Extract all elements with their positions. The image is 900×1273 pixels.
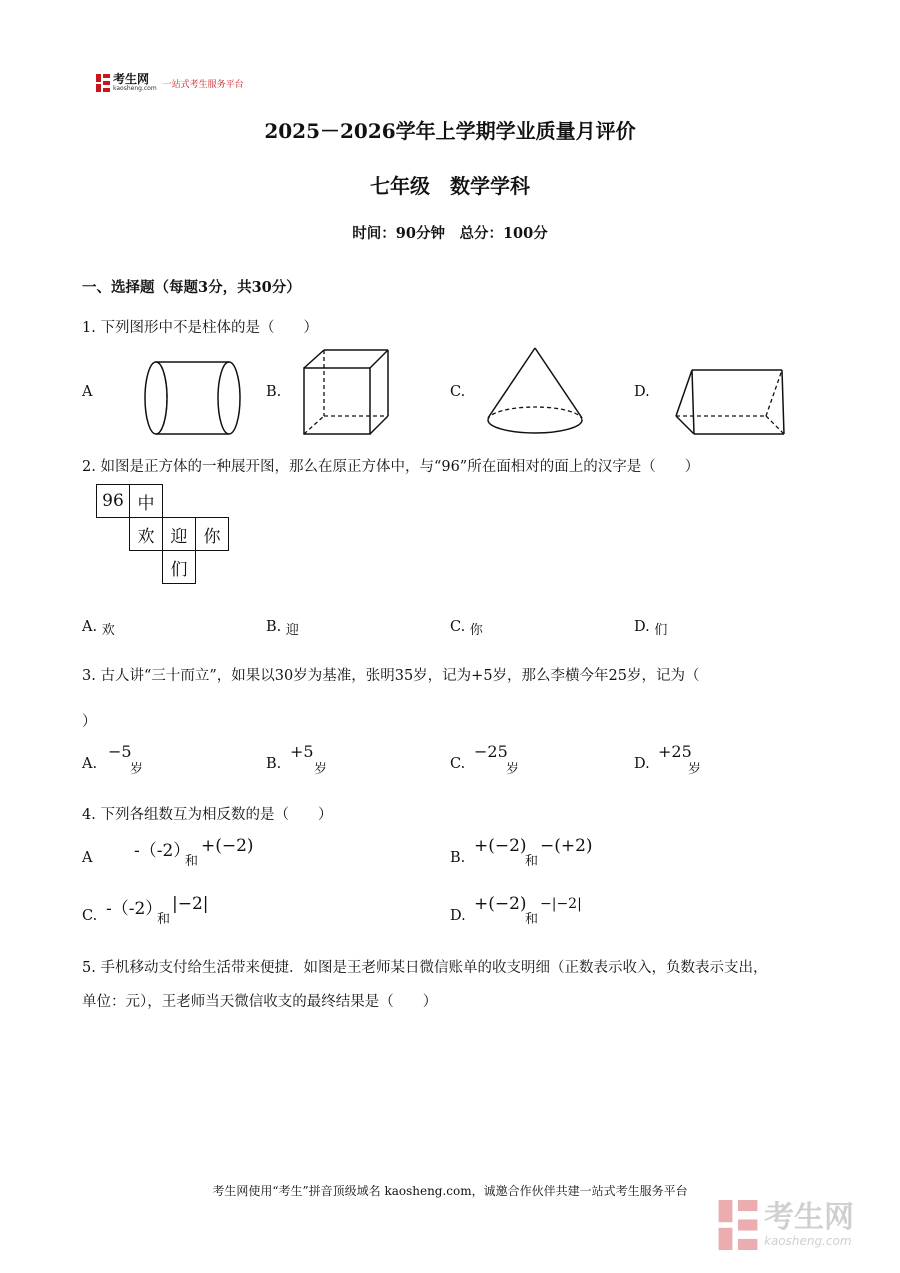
option-and: 和 xyxy=(157,912,171,927)
option-text: 欢 xyxy=(101,623,115,638)
question-4-stem: 4. 下列各组数互为相反数的是（ ） xyxy=(82,807,333,823)
option-unit: 岁 xyxy=(130,762,144,777)
option-label: D. xyxy=(450,908,466,924)
watermark xyxy=(718,1200,854,1250)
net-cell: 欢 xyxy=(130,518,163,551)
q1-option-b-label: B. xyxy=(266,384,282,400)
option-right-expr: −(+2) xyxy=(540,836,593,856)
option-text: 们 xyxy=(654,623,668,638)
net-cell: 迎 xyxy=(163,518,196,551)
option-left-expr: +(−2) xyxy=(474,894,527,914)
option-label: A. xyxy=(82,756,98,772)
option-value: −5 xyxy=(108,742,132,761)
exam-subtitle: 七年级 数学学科 xyxy=(370,174,530,198)
cylinder-figure xyxy=(140,360,246,440)
option-label: D. xyxy=(634,619,650,635)
option-label: A xyxy=(82,850,93,866)
q4-option-b xyxy=(450,836,750,872)
watermark-domain: kaosheng.com xyxy=(764,1234,852,1248)
prism-figure xyxy=(672,366,788,438)
option-label: C. xyxy=(450,619,466,635)
q4-option-c xyxy=(82,894,382,930)
section-title: 一、选择题（每题3分，共30分） xyxy=(82,279,301,296)
q1-option-d-label: D. xyxy=(634,384,650,400)
question-2-stem: 2. 如图是正方体的一种展开图，那么在原正方体中，与“96”所在面相对的面上的汉字是（ ） xyxy=(82,459,700,475)
option-text: 你 xyxy=(469,623,483,638)
option-label: C. xyxy=(450,756,466,772)
option-value: +25 xyxy=(658,742,692,761)
option-left-expr: +(−2) xyxy=(474,836,527,856)
q4-option-a xyxy=(82,836,382,872)
option-label: A. xyxy=(82,619,98,635)
exam-title: 2025－2026学年上学期学业质量月评价 xyxy=(264,119,636,143)
page-footer: 考生网使用“考生”拼音顶级域名 kaosheng.com，诚邀合作伙伴共建一站式考生服务平台 xyxy=(212,1184,688,1198)
net-cell: 中 xyxy=(130,485,163,518)
option-right-expr: +(−2) xyxy=(201,836,254,856)
option-right-expr: −|−2| xyxy=(540,896,582,912)
net-cell: 96 xyxy=(97,485,130,518)
q4-option-d xyxy=(450,894,750,930)
question-5-stem-line1: 5. 手机移动支付给生活带来便捷．如图是王老师某日微信账单的收支明细（正数表示收入，负数表示支出， xyxy=(82,960,768,976)
cube-figure xyxy=(300,348,392,438)
option-label: B. xyxy=(450,850,466,866)
q2-option-c xyxy=(450,616,483,638)
net-cell: 你 xyxy=(196,518,229,551)
option-unit: 岁 xyxy=(314,762,328,777)
q1-option-a-label: A xyxy=(82,384,93,400)
option-left-expr: -（-2） xyxy=(134,841,191,861)
option-label: D. xyxy=(634,756,650,772)
header-logo xyxy=(96,72,244,94)
kaosheng-logo-icon xyxy=(96,74,110,92)
question-1-stem: 1. 下列图形中不是柱体的是（ ） xyxy=(82,320,318,336)
option-label: C. xyxy=(82,908,98,924)
option-label: B. xyxy=(266,619,282,635)
cube-net xyxy=(96,484,229,584)
option-right-expr: |−2| xyxy=(172,894,209,914)
option-value: −25 xyxy=(474,742,508,761)
option-text: 迎 xyxy=(285,623,299,638)
q1-option-c-label: C. xyxy=(450,384,466,400)
option-label: B. xyxy=(266,756,282,772)
option-unit: 岁 xyxy=(688,762,702,777)
option-left-expr: -（-2） xyxy=(106,899,163,919)
net-cell: 们 xyxy=(163,551,196,584)
question-3-stem: 3. 古人讲“三十而立”，如果以30岁为基准，张明35岁，记为+5岁，那么李横今年25岁，记为（ xyxy=(82,668,700,684)
logo-name: 考生网 xyxy=(113,72,150,86)
option-and: 和 xyxy=(525,912,539,927)
watermark-logo-icon xyxy=(718,1200,758,1250)
logo-slogan: 一站式考生服务平台 xyxy=(162,79,244,90)
exam-meta: 时间：90分钟 总分：100分 xyxy=(352,225,548,242)
q2-option-a xyxy=(82,616,115,638)
q2-option-d xyxy=(634,616,668,638)
q2-option-b xyxy=(266,616,299,638)
logo-domain: kaosheng.com xyxy=(113,85,157,92)
option-value: +5 xyxy=(290,742,314,761)
watermark-name: 考生网 xyxy=(764,1200,854,1235)
option-and: 和 xyxy=(525,854,539,869)
cone-figure xyxy=(486,346,586,436)
option-and: 和 xyxy=(185,854,199,869)
question-5-stem-line2: 单位：元），王老师当天微信收支的最终结果是（ ） xyxy=(82,994,438,1010)
option-unit: 岁 xyxy=(506,762,520,777)
question-3-stem-end: ） xyxy=(82,714,97,730)
